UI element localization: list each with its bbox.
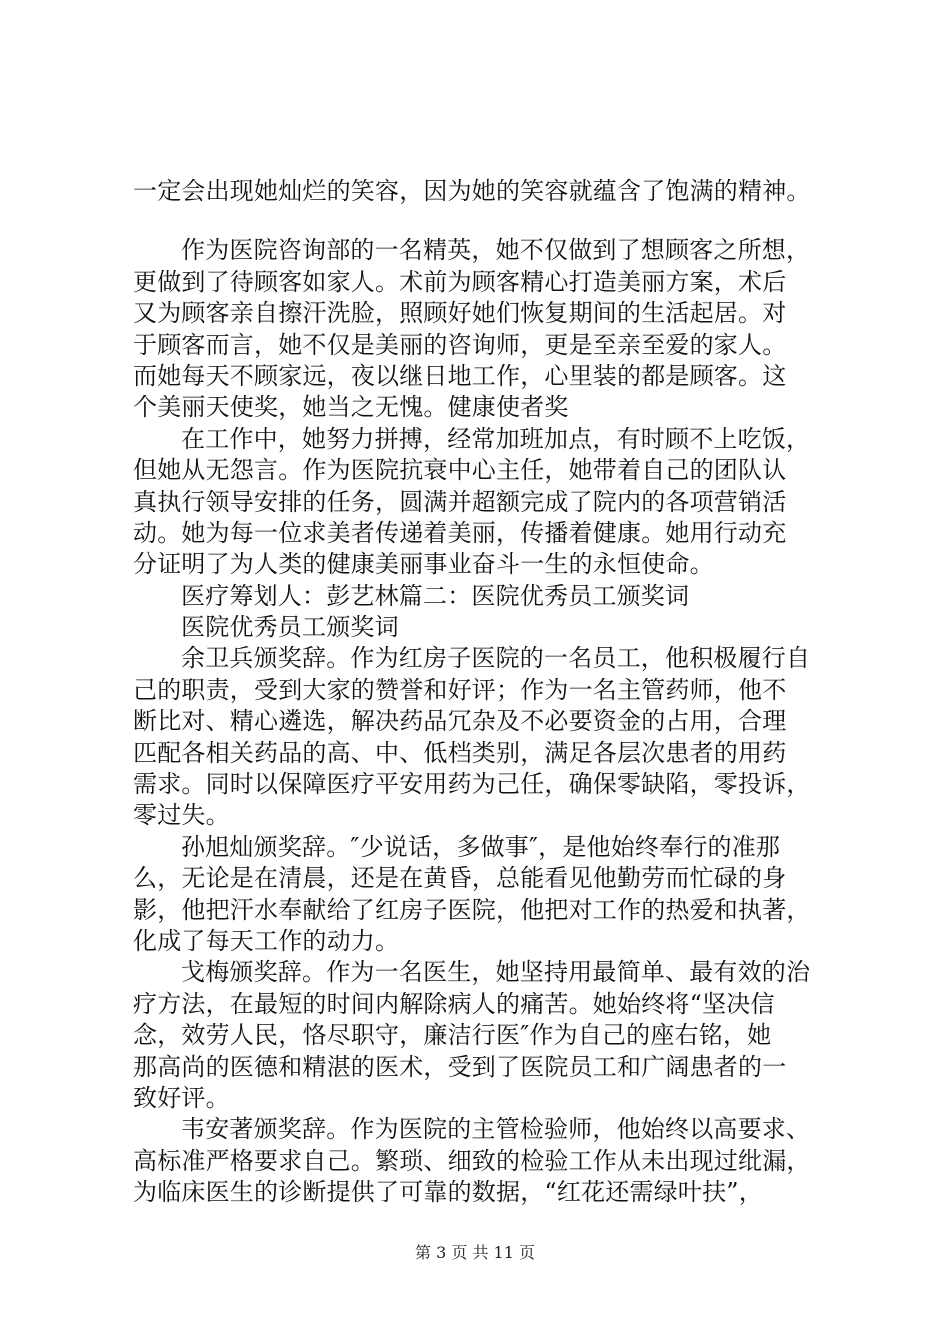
section-title: 医院优秀员工颁奖词	[181, 613, 399, 642]
section-heading-line: 医疗筹划人：彭艺林篇二：医院优秀员工颁奖词	[181, 581, 690, 610]
text-line: 那高尚的医德和精湛的医术，受到了医院员工和广阔患者的一	[133, 1052, 787, 1081]
text-line: 孙旭灿颁奖辞。″少说话，多做事″，是他始终奉行的准那	[181, 832, 781, 861]
text-line: 致好评。	[133, 1083, 230, 1112]
text-line: 韦安著颁奖辞。作为医院的主管检验师，他始终以高要求、	[181, 1115, 811, 1144]
text-line: 匹配各相关药品的高、中、低档类别，满足各层次患者的用药	[133, 738, 787, 767]
text-line: 戈梅颁奖辞。作为一名医生，她坚持用最简单、最有效的治	[181, 958, 811, 987]
text-line: 己的职责，受到大家的赞誉和好评；作为一名主管药师，他不	[133, 675, 787, 704]
text-line: 需求。同时以保障医疗平安用药为己任，确保零缺陷，零投诉，	[133, 770, 811, 799]
text-line: 作为医院咨询部的一名精英，她不仅做到了想顾客之所想，	[181, 236, 811, 265]
text-line: 个美丽天使奖，她当之无愧。健康使者奖	[133, 393, 569, 422]
text-line: 于顾客而言，她不仅是美丽的咨询师，更是至亲至爱的家人。	[133, 330, 787, 359]
text-line: 更做到了待顾客如家人。术前为顾客精心打造美丽方案，术后	[133, 267, 787, 296]
text-line: 么，无论是在清晨，还是在黄昏，总能看见他勤劳而忙碌的身	[133, 864, 787, 893]
text-line: 断比对、精心遴选，解决药品冗杂及不必要资金的占用，合理	[133, 707, 787, 736]
text-line: 一定会出现她灿烂的笑容，因为她的笑容就蕴含了饱满的精神。	[133, 177, 811, 205]
text-line: 动。她为每一位求美者传递着美丽，传播着健康。她用行动充	[133, 518, 787, 547]
text-line: 零过失。	[133, 801, 230, 830]
document-body	[133, 176, 833, 1209]
text-line: 而她每天不顾家远，夜以继日地工作，心里装的都是顾客。这	[133, 361, 787, 390]
text-line: 为临床医生的诊断提供了可靠的数据，“红花还需绿叶扶”，	[133, 1178, 763, 1207]
text-line: 但她从无怨言。作为医院抗衰中心主任，她带着自己的团队认	[133, 456, 787, 485]
text-line: 影，他把汗水奉献给了红房子医院，他把对工作的热爱和执著，	[133, 895, 811, 924]
page-footer	[0, 1243, 950, 1263]
text-line: 高标准严格要求自己。繁琐、细致的检验工作从未出现过纰漏，	[133, 1146, 811, 1175]
text-line: 又为顾客亲自擦汗洗脸，照顾好她们恢复期间的生活起居。对	[133, 299, 787, 328]
text-line: 疗方法，在最短的时间内解除病人的痛苦。她始终将“坚决信	[133, 989, 775, 1018]
text-line: 念，效劳人民，恪尽职守，廉洁行医″作为自己的座右铭，她	[133, 1021, 772, 1050]
text-line: 化成了每天工作的动力。	[133, 926, 400, 955]
text-line: 真执行领导安排的任务，圆满并超额完成了院内的各项营销活	[133, 487, 787, 516]
page-number-label: 第 3 页 共 11 页	[415, 1243, 535, 1262]
text-line: 分证明了为人类的健康美丽事业奋斗一生的永恒使命。	[133, 550, 714, 579]
text-line: 余卫兵颁奖辞。作为红房子医院的一名员工，他积极履行自	[181, 644, 811, 673]
text-line: 在工作中，她努力拼搏，经常加班加点，有时顾不上吃饭，	[181, 424, 811, 453]
